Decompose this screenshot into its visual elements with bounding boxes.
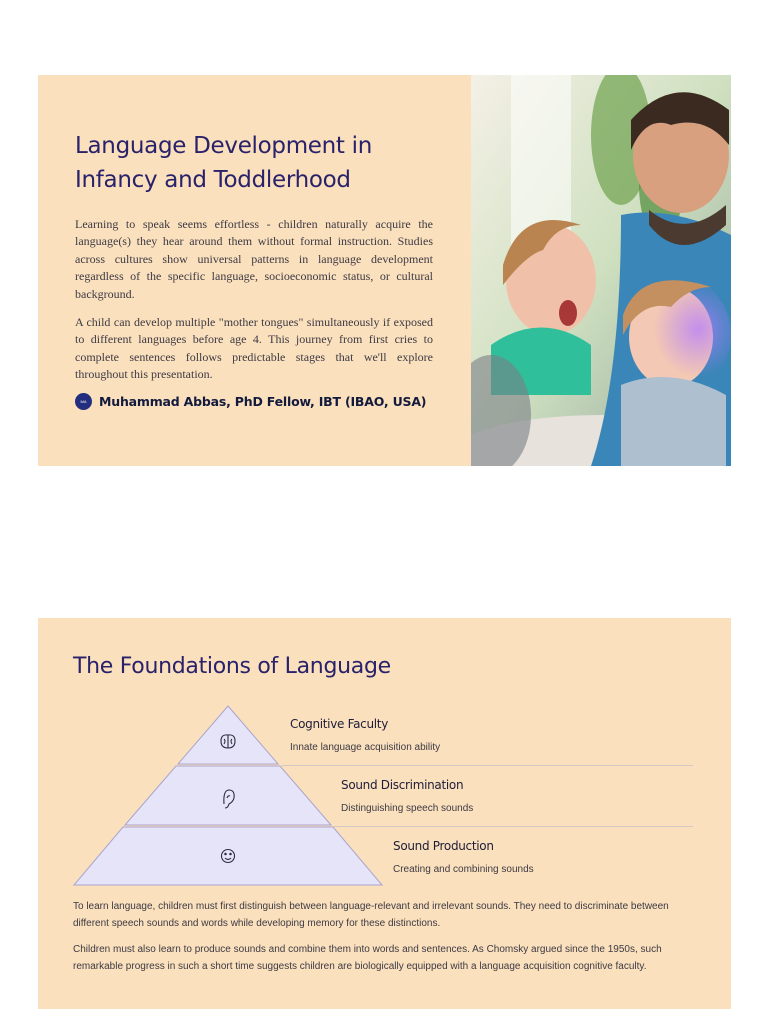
- intro-paragraph-1: Learning to speak seems effortless - children naturally acquire the language(s) they hear around them without formal instruction. Studies across cultures show universal patterns in language development regardless of the specific language, socioeconomic status, or cultural background.: [75, 217, 433, 301]
- author-line: [75, 393, 426, 410]
- intro-paragraph-2: A child can develop multiple "mother tongues" simultaneously if exposed to different languages before age 4. This journey from first cries to complete sentences follows predictable stages that we'll explore throughout this presentation.: [75, 315, 433, 382]
- family-photo: [471, 75, 731, 466]
- slide-title: The Foundations of Language: [73, 654, 391, 679]
- level-title-cognitive-faculty: Cognitive Faculty: [290, 717, 389, 731]
- pyramid-tier-bottom: [74, 827, 382, 885]
- pyramid-diagram: [72, 704, 384, 888]
- avatar: MA: [75, 393, 92, 410]
- family-photo-illustration: [471, 75, 731, 466]
- author-name: Muhammad Abbas, PhD Fellow, IBT (IBAO, USA): [99, 394, 427, 409]
- foundations-paragraph-2: Children must also learn to produce sounds and combine them into words and sentences. As Chomsky argued since the 1950s, such remarkable progress in such a short time suggests children are biologically equipped with a language acquisition cognitive faculty.: [73, 944, 662, 972]
- foundations-slide: [38, 618, 731, 1009]
- level-divider: [282, 765, 693, 766]
- slide-title: Language Development in Infancy and Toddlerhood: [75, 133, 373, 193]
- foundations-paragraph-1: To learn language, children must first distinguish between language-relevant and irrelevant sounds. They need to discriminate between different speech sounds and words while developing memory for these distinctions.: [73, 901, 669, 929]
- level-desc-sound-production: Creating and combining sounds: [393, 864, 534, 875]
- intro-slide: [38, 75, 731, 466]
- level-title-sound-discrimination: Sound Discrimination: [341, 778, 464, 792]
- level-desc-sound-discrimination: Distinguishing speech sounds: [341, 803, 474, 814]
- pyramid-tier-middle: [125, 766, 331, 825]
- level-title-sound-production: Sound Production: [393, 839, 494, 853]
- level-desc-cognitive-faculty: Innate language acquisition ability: [290, 742, 441, 753]
- level-divider: [332, 826, 693, 827]
